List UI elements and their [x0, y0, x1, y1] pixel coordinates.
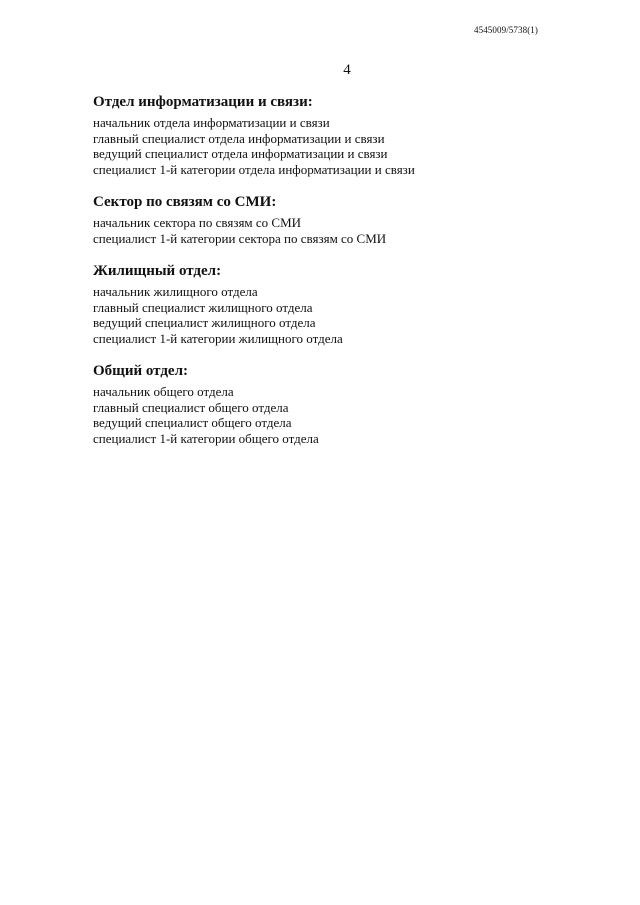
list-item: ведущий специалист отдела информатизации и связи: [93, 146, 388, 161]
list-item: специалист 1-й категории общего отдела: [93, 430, 319, 446]
list-item: начальник сектора по связям со СМИ: [93, 215, 302, 230]
section-title: Отдел информатизации и связи:: [93, 94, 313, 110]
list-item: начальник жилищного отдела: [93, 284, 258, 299]
document-body: [93, 93, 533, 462]
section-title: Общий отдел:: [93, 363, 188, 379]
page-number: 4: [343, 62, 351, 78]
section-it-communications: [93, 93, 533, 177]
list-item: специалист 1-й категории отдела информатизации и связи: [93, 161, 415, 177]
list-item: главный специалист отдела информатизации и связи: [93, 130, 385, 146]
section-media-relations: [93, 193, 533, 246]
list-item: начальник отдела информатизации и связи: [93, 115, 330, 130]
list-item: ведущий специалист общего отдела: [93, 415, 292, 430]
list-item: начальник общего отдела: [93, 384, 234, 399]
list-item: специалист 1-й категории сектора по связям со СМИ: [93, 230, 387, 246]
section-housing: [93, 262, 533, 346]
section-title: Жилищный отдел:: [93, 263, 222, 279]
list-item: ведущий специалист жилищного отдела: [93, 315, 316, 330]
section-title: Сектор по связям со СМИ:: [93, 194, 277, 210]
list-item: главный специалист жилищного отдела: [93, 299, 313, 315]
list-item: специалист 1-й категории жилищного отдела: [93, 330, 343, 346]
section-general: [93, 362, 533, 446]
list-item: главный специалист общего отдела: [93, 399, 289, 415]
document-number: 4545009/5738(1): [474, 25, 538, 35]
